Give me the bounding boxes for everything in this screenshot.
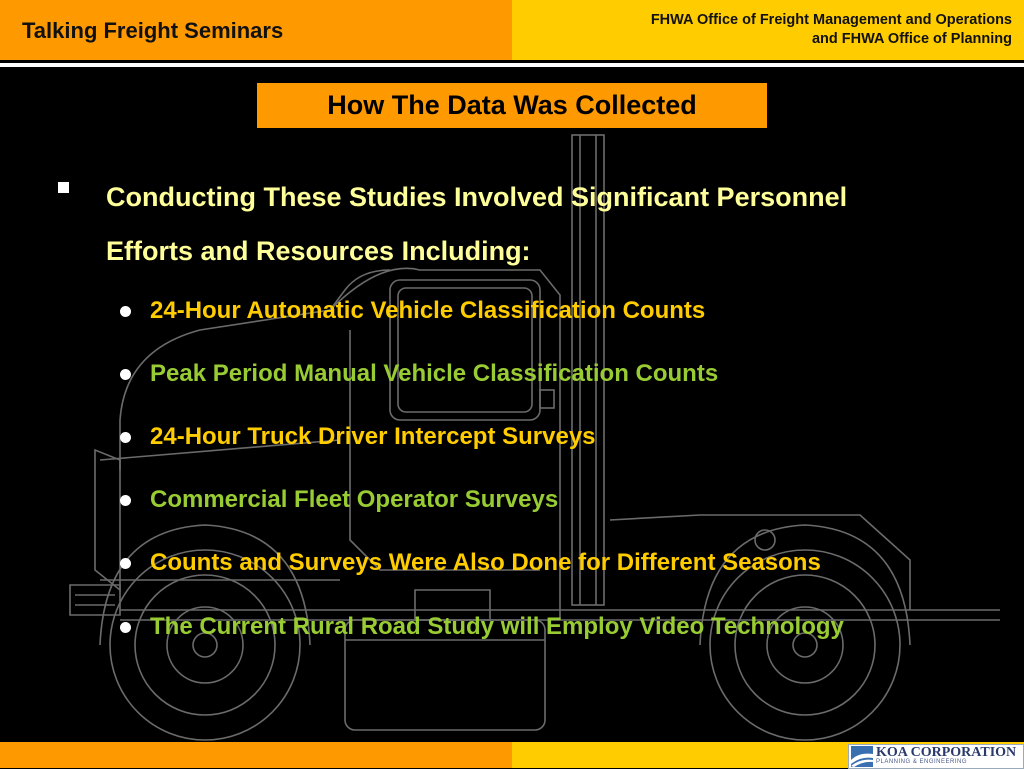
sub-bullet-text: Counts and Surveys Were Also Done for Different Seasons <box>150 549 821 576</box>
round-bullet-icon <box>120 369 131 380</box>
koa-logo-name: KOA CORPORATION <box>876 745 1017 760</box>
slide-title: How The Data Was Collected <box>327 90 697 120</box>
round-bullet-icon <box>120 622 131 633</box>
round-bullet-icon <box>120 558 131 569</box>
footer-left-bar <box>0 742 512 768</box>
sub-bullet-item <box>120 549 1000 581</box>
main-bullet-text: Conducting These Studies Involved Significant Personnel Efforts and Resources Including: <box>106 182 848 266</box>
round-bullet-icon <box>120 495 131 506</box>
koa-logo-icon <box>851 746 873 767</box>
sub-bullet-text: 24-Hour Truck Driver Intercept Surveys <box>150 423 596 450</box>
round-bullet-icon <box>120 432 131 443</box>
sub-bullet-text: 24-Hour Automatic Vehicle Classification Counts <box>150 297 706 324</box>
sub-bullet-text: Peak Period Manual Vehicle Classification Counts <box>150 360 719 387</box>
round-bullet-icon <box>120 306 131 317</box>
sub-bullet-text: The Current Rural Road Study will Employ Video Technology <box>150 613 844 640</box>
header-right-panel <box>512 0 1024 60</box>
sub-bullet-item <box>120 486 1000 518</box>
sub-bullet-item <box>120 297 1000 329</box>
sub-bullet-item <box>120 360 1000 392</box>
sub-bullet-item <box>120 613 1000 645</box>
sub-bullet-text: Commercial Fleet Operator Surveys <box>150 486 559 513</box>
header-left-panel <box>0 0 512 60</box>
square-bullet-icon <box>58 182 69 193</box>
sub-bullet-item <box>120 423 1000 455</box>
seminar-title: Talking Freight Seminars <box>22 18 284 43</box>
slide-title-box <box>257 83 767 128</box>
slide-header <box>0 0 1024 60</box>
office-line-2: and FHWA Office of Planning <box>811 31 1012 47</box>
office-line-1: FHWA Office of Freight Management and Operations <box>650 12 1012 28</box>
koa-logo <box>848 744 1024 769</box>
koa-logo-tagline: PLANNING & ENGINEERING <box>876 759 968 765</box>
header-divider <box>0 63 1024 67</box>
